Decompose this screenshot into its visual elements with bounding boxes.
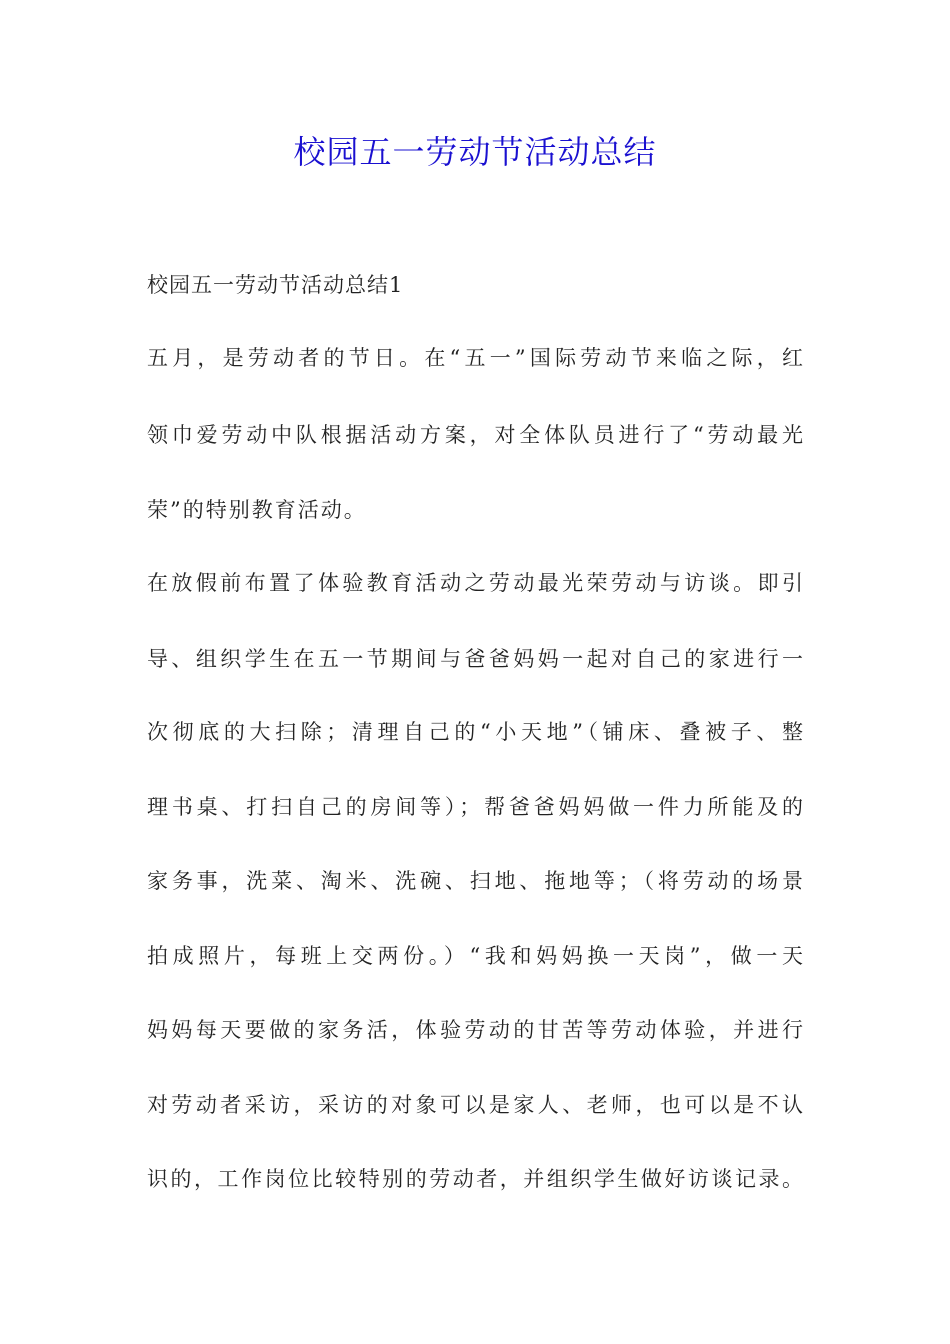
paragraph-line: 五月，是劳动者的节日。在“五一”国际劳动节来临之际，红 <box>147 346 803 370</box>
paragraph-line: 荣”的特别教育活动。 <box>147 498 367 522</box>
paragraph-line: 妈妈每天要做的家务活，体验劳动的甘苦等劳动体验，并进行 <box>147 1018 803 1042</box>
document-title: 校园五一劳动节活动总结 <box>293 133 657 171</box>
paragraph-line: 家务事，洗菜、淘米、洗碗、扫地、拖地等；（将劳动的场景 <box>147 869 803 893</box>
paragraph-line: 识的，工作岗位比较特别的劳动者，并组织学生做好访谈记录。 <box>147 1167 803 1191</box>
paragraph-line: 在放假前布置了体验教育活动之劳动最光荣劳动与访谈。即引 <box>147 571 803 595</box>
paragraph-line: 拍成照片，每班上交两份。）“我和妈妈换一天岗”，做一天 <box>147 944 803 968</box>
paragraph-line: 领巾爱劳动中队根据活动方案，对全体队员进行了“劳动最光 <box>147 423 803 447</box>
paragraph-line: 对劳动者采访，采访的对象可以是家人、老师，也可以是不认 <box>147 1093 803 1117</box>
section-heading: 校园五一劳动节活动总结1 <box>147 273 404 297</box>
paragraph-line: 次彻底的大扫除；清理自己的“小天地”（铺床、叠被子、整 <box>147 720 803 744</box>
paragraph-line: 理书桌、打扫自己的房间等）；帮爸爸妈妈做一件力所能及的 <box>147 795 803 819</box>
paragraph-line: 导、组织学生在五一节期间与爸爸妈妈一起对自己的家进行一 <box>147 647 803 671</box>
